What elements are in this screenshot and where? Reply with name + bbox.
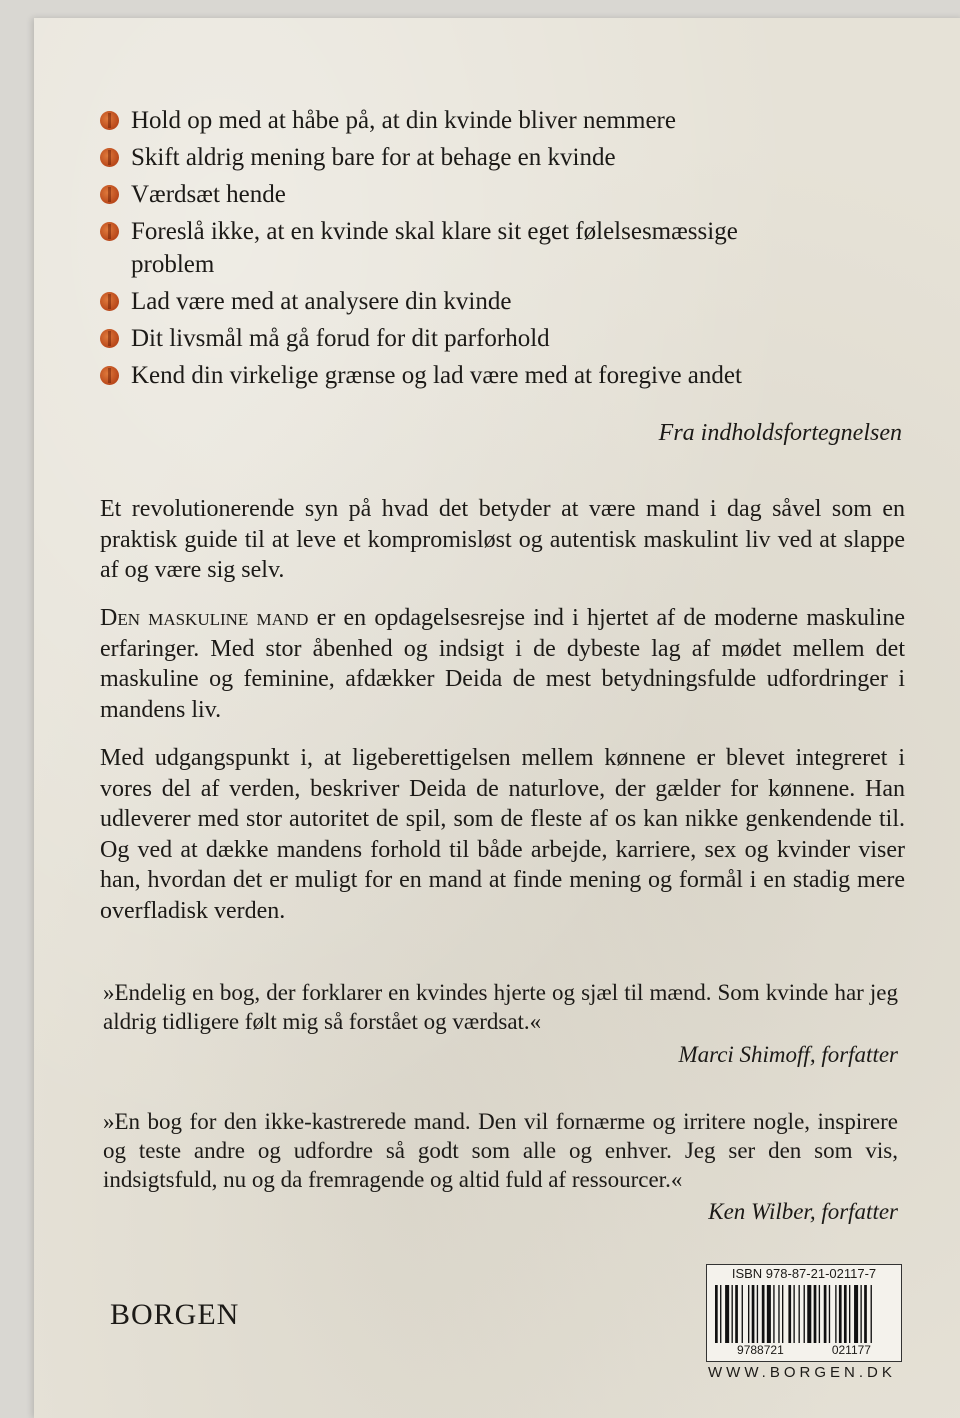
bullet-text: Værdsæt hende: [131, 181, 286, 208]
bullet-icon: [100, 292, 119, 311]
bullet-list: [100, 104, 860, 396]
bullet-icon: [100, 329, 119, 348]
review-author-2: Ken Wilber, forfatter: [708, 1199, 898, 1224]
ean-left: 9788721: [737, 1343, 784, 1357]
ean-right: 021177: [831, 1343, 871, 1357]
list-item: [100, 322, 860, 355]
bullet-icon: [100, 222, 119, 241]
book-title: Den maskuline mand: [100, 605, 309, 631]
isbn-number: ISBN 978-87-21-02117-7: [731, 1266, 877, 1281]
summary-paragraph: Med udgangspunkt i, at ligeberettigelsen mellem kønnene er blevet integreret i vores del af verden, beskriver Deida de naturlove, der gælder for kønnene. Han udleverer med stor autoritet de spil, som de fleste af os kan nikke genkendende til. Og ved at dække mandens forhold til både arbejde, karriere, sex og kvinder viser han, hvordan det er muligt for en mand at finde mening og formål i en stadig mere overfladisk verden.: [100, 745, 905, 924]
bullet-icon: [100, 111, 119, 130]
intro-paragraph: Et revolutionerende syn på hvad det betyder at være mand i dag såvel som en praktisk guide til at leve et kompromisløst og autentisk maskulint liv ved at slappe af og være sig selv.: [100, 496, 905, 583]
publisher-website: WWW.BORGEN.DK: [708, 1364, 896, 1381]
list-item: [100, 215, 860, 281]
list-item: [100, 104, 860, 137]
publisher-logo: BORGEN: [110, 1298, 240, 1331]
bullet-text: Hold op med at håbe på, at din kvinde bliver nemmere: [131, 107, 676, 134]
bullet-text: Dit livsmål må gå forud for dit parforhold: [131, 325, 550, 352]
list-item: [100, 141, 860, 174]
description-text: er en opdagelsesrejse ind i hjertet af de moderne maskuline erfaringer. Med stor åbenhed og indsigt i de dybeste lag af mødet mellem det maskuline og feminine, afdækker Deida de mest betydningsfulde udfordringer i mandens liv.: [100, 605, 906, 723]
ean-digits: [713, 1343, 895, 1357]
bullets-source: Fra indholdsfortegnelsen: [658, 420, 902, 446]
bullet-icon: [100, 366, 119, 385]
bullet-text: Lad være med at analysere din kvinde: [131, 288, 512, 315]
bullet-text: Skift aldrig mening bare for at behage en kvinde: [131, 144, 616, 171]
barcode-icon: [713, 1285, 895, 1343]
review-author-1: Marci Shimoff, forfatter: [678, 1042, 898, 1067]
description-paragraph: [100, 603, 905, 725]
review-quote-1: »Endelig en bog, der forklarer en kvindes hjerte og sjæl til mænd. Som kvinde har jeg aldrig tidligere følt mig så forstået og værdsat.«: [103, 980, 898, 1034]
review-quote-2: »En bog for den ikke-kastrerede mand. Den vil fornærme og irritere nogle, inspirere og teste andre og udfordre så godt som alle og enhver. Jeg ser den som vis, indsigtsfuld, nu og da fremragende og altid fuld af ressourcer.«: [103, 1109, 898, 1192]
list-item: [100, 178, 860, 211]
bullet-icon: [100, 148, 119, 167]
list-item: [100, 359, 860, 392]
bullet-text: Foreslå ikke, at en kvinde skal klare sit eget følelsesmæssige problem: [131, 218, 738, 278]
bullet-text: Kend din virkelige grænse og lad være med at foregive andet: [131, 362, 742, 389]
bullet-icon: [100, 185, 119, 204]
barcode: [706, 1264, 902, 1362]
list-item: [100, 285, 860, 318]
